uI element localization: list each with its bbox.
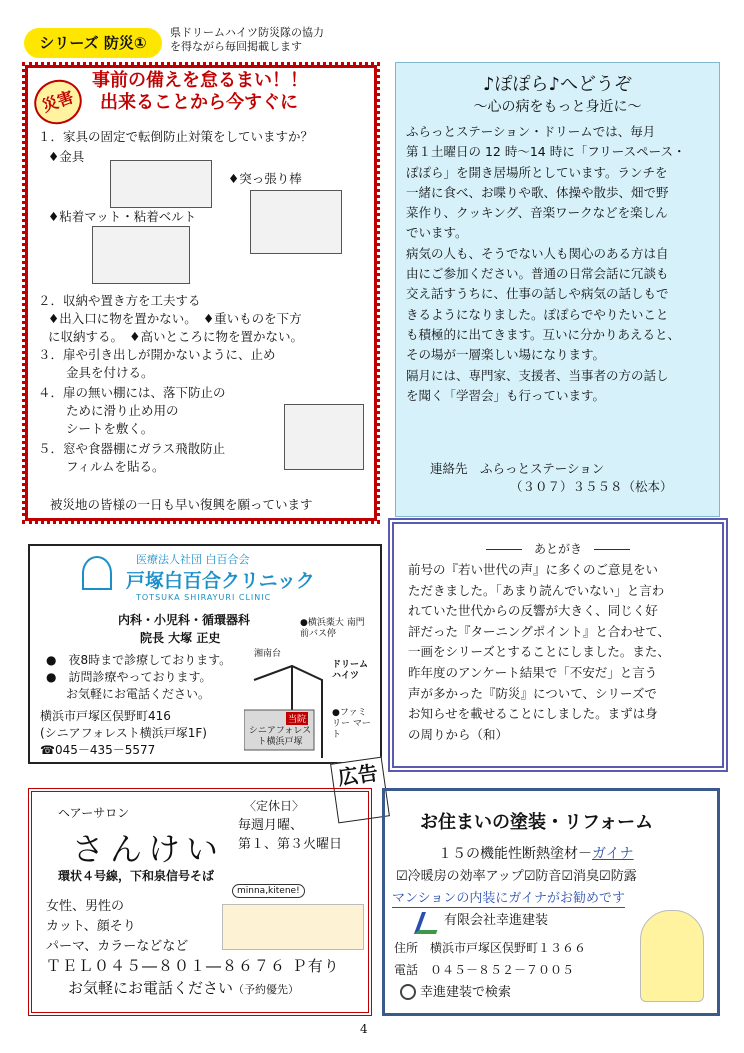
- afterword-line: ただきました。「あまり読んでいない」と言わ: [408, 582, 665, 598]
- disaster-item: １．家具の固定で転倒防止対策をしていますか？: [38, 129, 314, 144]
- afterword-title: ――― あとがき ―――: [486, 542, 631, 556]
- clinic-bullet: ● 訪問診療やっております。: [46, 670, 212, 684]
- tension-rod-illustration: [250, 190, 342, 254]
- clinic-bullet: お気軽にお電話ください。: [66, 687, 211, 701]
- reform-recommend: マンションの内装にガイナがお勧めです: [392, 891, 626, 906]
- popora-line: 一緒に食べ、お喋りや歌、体操や散歩、畑で野: [406, 184, 669, 200]
- salon-holiday: 第１、第３火曜日: [238, 837, 343, 852]
- clinic-departments: 内科・小児科・循環器科: [118, 613, 251, 627]
- afterword-line: 前号の『若い世代の声』に多くのご意見をい: [408, 562, 659, 577]
- afterword-line: れていた世代からの反響が大きく、同じく好: [408, 603, 658, 619]
- reform-search: 幸進建装で検索: [420, 985, 512, 1000]
- afterword-line: 声が多かった『防災』について、シリーズで: [408, 685, 657, 701]
- series-badge: シリーズ 防災①: [24, 28, 162, 58]
- map-here-badge: 当院: [286, 712, 308, 725]
- disaster-title-line: 事前の備えを怠るまい！！: [92, 70, 308, 91]
- popora-title: ♪ぽぽら♪へどうぞ: [483, 74, 632, 95]
- salon-location: 環状４号線，下和泉信号そば: [58, 869, 215, 883]
- reform-address: 住所 横浜市戸塚区俣野町１３６６: [394, 941, 587, 955]
- page-number: 4: [360, 1022, 368, 1036]
- reform-material-text: １５の機能性断熱塗材－: [438, 846, 592, 862]
- disaster-item: ３．扉や引き出しが開かないように、止め: [38, 347, 276, 362]
- popora-line: 病気の人も、そうでない人も関心のある方は自: [406, 245, 669, 261]
- salon-name: さんけい: [72, 830, 225, 868]
- afterword-line: 評だった『ターニングポイント』と合わせて、: [408, 623, 671, 639]
- search-icon: [400, 984, 416, 1000]
- series-note-line: 県ドリームハイツ防災隊の協力: [170, 26, 324, 39]
- map-label: ●横浜薬大 南門前バス停: [300, 618, 365, 639]
- salon-holiday-label: 〈定休日〉: [244, 799, 305, 813]
- popora-line: 菜作り、クッキング、音楽ワークなどを楽しん: [406, 205, 668, 221]
- afterword-line: 昨年度のアンケート結果で「不安だ」と言う: [408, 664, 658, 680]
- disaster-item: ♦出入口に物を置かない。 ♦重いものを下方: [48, 311, 302, 326]
- salon-services: パーマ、カラーなどなど: [46, 939, 189, 954]
- map-label: ●ファミリー マート: [332, 708, 371, 740]
- reform-title: お住まいの塗装・リフォーム: [420, 812, 654, 833]
- salon-kind: ヘアーサロン: [58, 806, 130, 820]
- salon-characters-illustration: [222, 904, 364, 950]
- reform-features: ☑冷暖房の効率アップ☑防音☑消臭☑防露: [396, 869, 637, 884]
- clinic-name-en: TOTSUKA SHIRAYURI CLINIC: [136, 593, 272, 602]
- clinic-phone: ☎045－435－5577: [40, 743, 156, 757]
- disaster-item: ♦金具: [48, 149, 85, 164]
- reform-material-name: ガイナ: [592, 846, 634, 862]
- disaster-item: ４．扉の無い棚には、落下防止の: [38, 385, 226, 400]
- reform-company: 有限会社幸進建装: [444, 913, 549, 928]
- disaster-item: シートを敷く。: [66, 421, 154, 436]
- disaster-item: ２．収納や置き方を工夫する: [38, 293, 201, 308]
- clinic-address: (シニアフォレスト横浜戸塚1F): [40, 726, 207, 740]
- popora-line: 交え話すうちに、仕事の話しや病気の話しもで: [406, 286, 669, 302]
- reform-phone: 電話 ０４５－８５２－７００５: [394, 963, 575, 977]
- series-note-line: を得ながら毎回掲載します: [170, 40, 302, 53]
- afterword-line: お知らせを載せることにしました。まずは身: [408, 706, 658, 722]
- popora-line: ぽぽら」を開き居場所としています。ランチを: [406, 164, 668, 180]
- bracket-illustration: [110, 160, 212, 208]
- disaster-item: フィルムを貼る。: [66, 459, 165, 474]
- adhesive-mat-illustration: [92, 226, 190, 284]
- worker-character-illustration: [640, 910, 704, 1002]
- popora-line: その場が一層楽しい場になります。: [406, 347, 606, 363]
- contact-line: （３０７）３５５８（松本）: [510, 479, 673, 494]
- popora-contact: [430, 460, 673, 496]
- salon-holiday: 毎週月曜、: [238, 818, 304, 833]
- clinic-corp: 医療法人社団 白百合会: [136, 553, 250, 566]
- contact-line: 連絡先 ふらっとステーション: [430, 461, 605, 476]
- salon-phone: ＴＥＬ０４５―８０１―８６７６ Ｐ有り: [46, 957, 340, 975]
- disaster-item: に収納する。 ♦高いところに物を置かない。: [48, 329, 303, 344]
- clinic-director: 院長 大塚 正史: [140, 631, 221, 645]
- ad-tag: 広告: [330, 757, 390, 824]
- popora-line: ふらっとステーション・ドリームでは、毎月: [406, 124, 656, 139]
- popora-line: 由にご参加ください。普通の日常会話に冗談も: [406, 266, 669, 282]
- afterword-title-text: あとがき: [534, 542, 583, 556]
- disaster-seal: 災害: [28, 73, 88, 131]
- series-note: [170, 26, 324, 54]
- salon-call: [68, 980, 299, 998]
- afterword-body: [408, 560, 718, 745]
- popora-subtitle: ～心の病をもっと身近に～: [473, 99, 642, 115]
- salon-services: 女性、男性の: [46, 899, 125, 914]
- salon-services: カット、顔そり: [46, 919, 136, 934]
- disaster-item: 金具を付ける。: [66, 365, 154, 380]
- disaster-item: ５．窓や食器棚にガラス飛散防止: [38, 441, 226, 456]
- disaster-item: ♦粘着マット・粘着ベルト: [48, 209, 197, 224]
- afterword-line: 一画をシリーズとすることにしました。また、: [408, 644, 670, 660]
- window-film-illustration: [284, 404, 364, 470]
- popora-line: 隔月には、専門家、支援者、当事者の方の話し: [406, 367, 669, 383]
- disaster-item: ♦突っ張り棒: [228, 171, 302, 186]
- salon-call-text: お気軽にお電話ください: [68, 979, 234, 997]
- popora-body: [406, 122, 714, 406]
- clinic-name: 戸塚白百合クリニック: [126, 570, 315, 592]
- clinic-bullet: ● 夜8時まで診療しております。: [46, 653, 232, 667]
- clinic-address: 横浜市戸塚区俣野町416: [40, 709, 171, 723]
- salon-speech-bubble: minna,kitene!: [232, 884, 305, 898]
- map-label: ドリーム ハイツ: [332, 660, 369, 681]
- disaster-title-line: 出来ることから今すぐに: [100, 92, 298, 113]
- popora-line: きるようになりました。ぽぽらでやりたいこと: [406, 306, 669, 322]
- salon-call-note: （予約優先）: [233, 983, 300, 996]
- popora-line: を聞く「学習会」も行っています。: [406, 387, 606, 403]
- popora-line: も積極的に出てきます。互いに分かりあえると、: [406, 326, 681, 342]
- map-label: 湘南台: [254, 649, 282, 659]
- disaster-closing: 被災地の皆様の一日も早い復興を願っています: [50, 497, 313, 512]
- afterword-line: の周りから（和）: [408, 726, 509, 742]
- disaster-title: [92, 70, 308, 114]
- reform-material: [438, 846, 634, 863]
- popora-line: 第１土曜日の 12 時～14 時に「フリースペース・: [406, 144, 686, 160]
- disaster-item: ために滑り止め用の: [66, 403, 179, 418]
- lily-logo-icon: [82, 556, 112, 590]
- popora-line: でいます。: [406, 225, 468, 241]
- map-building: シニアフォレスト横浜戸塚: [248, 726, 312, 747]
